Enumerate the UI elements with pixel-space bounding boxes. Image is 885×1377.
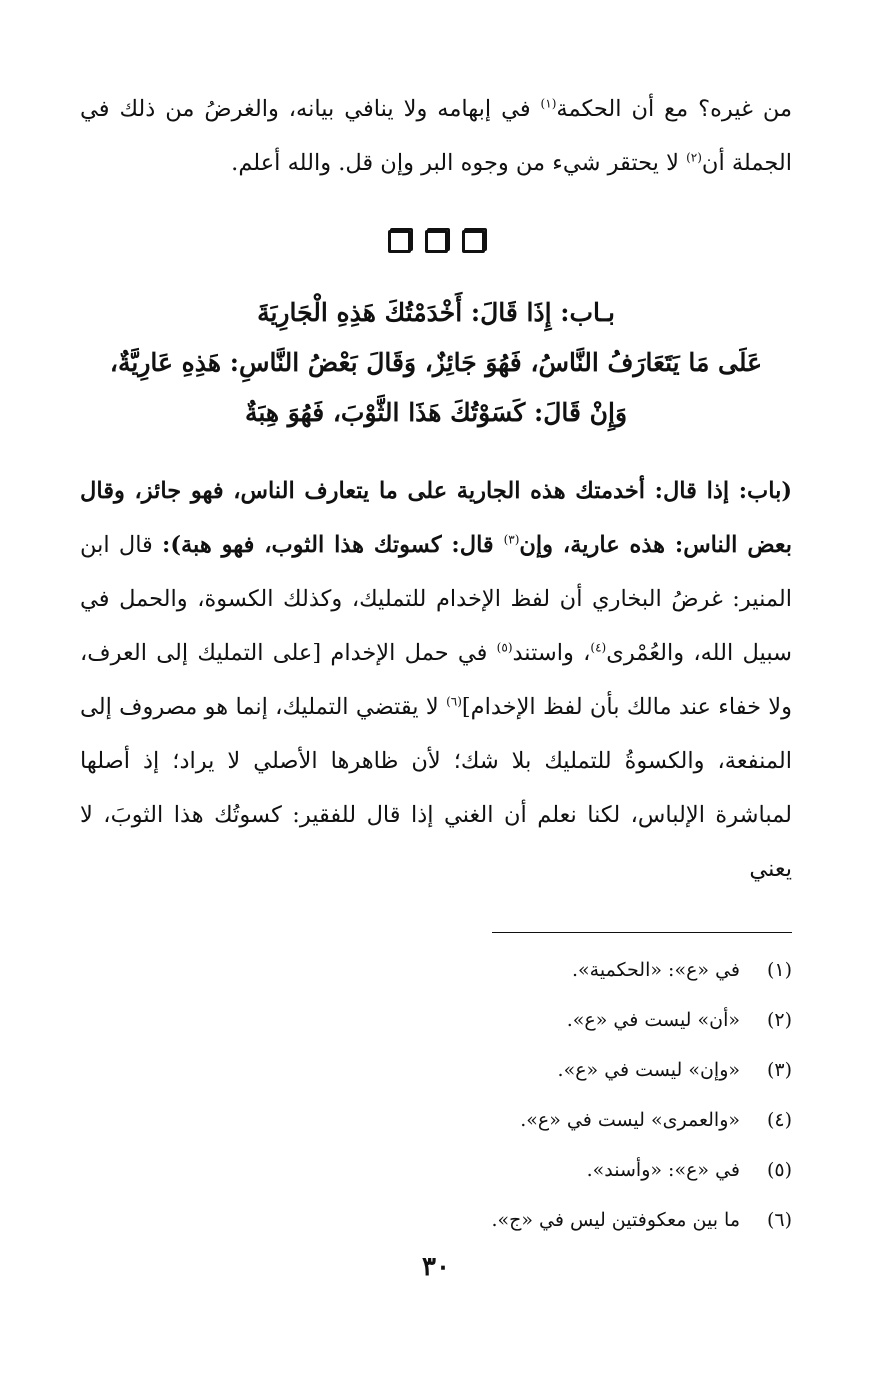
footnote-ref[interactable]: (١) xyxy=(540,96,557,111)
footnote-text: ما بين معكوفتين ليس في «ج». xyxy=(491,1209,740,1231)
footnote-ref[interactable]: (٣) xyxy=(503,532,520,547)
footnote-text: في «ع»: «وأسند». xyxy=(586,1159,740,1181)
footnote-text: «وإن» ليست في «ع». xyxy=(557,1059,740,1081)
footnote-item xyxy=(80,945,792,995)
footnote-ref[interactable]: (٦) xyxy=(446,694,462,709)
commentary-text: في حمل الإخدام [على التمليك إلى العرف، ولا خفاء عند مالك بأن لفظ الإخدام] xyxy=(80,640,792,720)
footnotes-list xyxy=(80,945,792,1245)
footnote-item xyxy=(80,1195,792,1245)
footnote-number: (٤) xyxy=(766,1109,792,1131)
footnote-number: (٣) xyxy=(766,1059,792,1081)
square-ornament-icon xyxy=(388,230,411,253)
footnote-number: (٥) xyxy=(766,1159,792,1181)
footnote-text: «أن» ليست في «ع». xyxy=(566,1009,740,1031)
commentary-text: لا يقتضي التمليك، إنما هو مصروف إلى المنفعة، والكسوةُ للتمليك بلا شك؛ لأن ظاهرها الأصلي لا يراد؛ إذ أصلها لمباشرة الإلباس، لكنا نعلم أن الغني إذا قال للفقير: كسوتُك هذا الثوبَ، لا يعني xyxy=(80,694,792,882)
commentary-paragraph xyxy=(80,464,792,896)
heading-line: وَإِنْ قَالَ: كَسَوْتُكَ هَذَا الثَّوْبَ، فَهُوَ هِبَةٌ xyxy=(244,398,628,427)
footnote-text: «والعمرى» ليست في «ع». xyxy=(520,1109,740,1131)
intro-text: في إبهامه ولا ينافي بيانه، والغرضُ من ذلك في الجملة أن xyxy=(80,96,792,176)
footnote-item xyxy=(80,1145,792,1195)
footnote-ref[interactable]: (٥) xyxy=(496,640,513,655)
intro-paragraph xyxy=(80,82,792,190)
commentary-text: ، واستند xyxy=(512,640,591,666)
footnote-ref[interactable]: (٤) xyxy=(590,640,607,655)
intro-text: من غيره؟ مع أن الحكمة xyxy=(556,96,793,122)
page-number: ٣٠ xyxy=(422,1252,450,1282)
quoted-chapter-title: قال: كسوتك هذا الثوب، فهو هبة): xyxy=(162,532,504,558)
footnote-item xyxy=(80,1045,792,1095)
commentary-text: قال ابن المنير: غرضُ البخاري أن لفظ الإخدام للتمليك، وكذلك الكسوة، والحمل في سبيل الله، والعُمْرى xyxy=(80,532,792,666)
quoted-chapter-title: (باب: إذا قال: أخدمتك هذه الجارية على ما يتعارف الناس، فهو جائز، وقال بعض الناس: هذه عارية، وإن xyxy=(80,478,793,558)
heading-line: عَلَى مَا يَتَعَارَفُ النَّاسُ، فَهُوَ جَائِزٌ، وَقَالَ بَعْضُ النَّاسِ: هَذِهِ عَارِيَّةٌ، xyxy=(109,348,763,377)
footnote-number: (٢) xyxy=(766,1009,792,1031)
footnote-text: في «ع»: «الحكمية». xyxy=(571,959,740,981)
heading-line: بـاب: إِذَا قَالَ: أَخْدَمْتُكَ هَذِهِ الْجَارِيَةَ xyxy=(257,298,615,327)
footnote-item xyxy=(80,995,792,1045)
footnote-item xyxy=(80,1095,792,1145)
chapter-heading xyxy=(80,288,792,438)
footnote-number: (١) xyxy=(766,959,792,981)
footnote-separator xyxy=(492,932,792,933)
section-divider-ornament xyxy=(80,230,792,253)
square-ornament-icon xyxy=(462,230,485,253)
square-ornament-icon xyxy=(425,230,448,253)
footnote-number: (٦) xyxy=(766,1209,792,1231)
intro-text: لا يحتقر شيء من وجوه البر وإن قل. والله أعلم. xyxy=(231,150,687,176)
footnote-ref[interactable]: (٢) xyxy=(686,150,702,165)
